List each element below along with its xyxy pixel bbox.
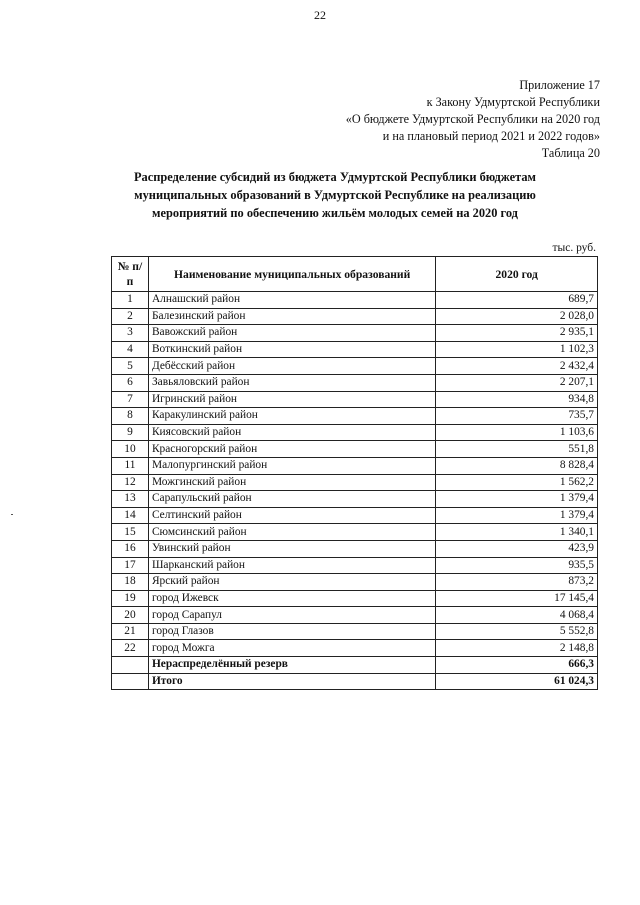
row-name: Алнашский район: [148, 292, 435, 309]
page-number: 22: [314, 8, 326, 22]
row-value: 17 145,4: [436, 590, 598, 607]
row-number: 21: [112, 623, 149, 640]
row-value: 4 068,4: [436, 607, 598, 624]
title-line: Распределение субсидий из бюджета Удмуртской Республики бюджетам: [133, 170, 537, 184]
table-row: [112, 424, 598, 441]
row-number: 13: [112, 491, 149, 508]
row-value: 2 028,0: [436, 308, 598, 325]
table-row: [112, 491, 598, 508]
row-number: 12: [112, 474, 149, 491]
row-value: 2 432,4: [436, 358, 598, 375]
table-row: [112, 623, 598, 640]
total-value: 61 024,3: [436, 673, 598, 690]
appendix-line: «О бюджете Удмуртской Республики на 2020 год: [345, 112, 600, 126]
reserve-value: 666,3: [436, 657, 598, 674]
table-row: [112, 457, 598, 474]
table-row: [112, 540, 598, 557]
table-row: [112, 507, 598, 524]
total-name: Итого: [148, 673, 435, 690]
table-header-row: [112, 257, 598, 292]
table-row: [112, 308, 598, 325]
row-number: 4: [112, 341, 149, 358]
scan-mark: [11, 514, 13, 515]
row-name: Завьяловский район: [148, 374, 435, 391]
row-number: 15: [112, 524, 149, 541]
row-name: город Можга: [148, 640, 435, 657]
reserve-num-cell: [112, 657, 149, 674]
row-value: 689,7: [436, 292, 598, 309]
table-row: [112, 374, 598, 391]
row-name: Вавожский район: [148, 325, 435, 342]
title-line: мероприятий по обеспечению жильём молодых семей на 2020 год: [152, 206, 518, 220]
row-value: 735,7: [436, 408, 598, 425]
row-number: 17: [112, 557, 149, 574]
row-number: 8: [112, 408, 149, 425]
row-name: Красногорский район: [148, 441, 435, 458]
row-value: 8 828,4: [436, 457, 598, 474]
row-name: Каракулинский район: [148, 408, 435, 425]
reserve-name: Нераспределённый резерв: [148, 657, 435, 674]
row-name: Сарапульский район: [148, 491, 435, 508]
row-number: 20: [112, 607, 149, 624]
appendix-header: [240, 77, 600, 162]
table-row: [112, 408, 598, 425]
row-name: Можгинский район: [148, 474, 435, 491]
row-value: 1 340,1: [436, 524, 598, 541]
title-line: муниципальных образований в Удмуртской Республике на реализацию: [134, 188, 536, 202]
table-row: [112, 474, 598, 491]
row-name: Балезинский район: [148, 308, 435, 325]
table-row: [112, 524, 598, 541]
row-name: Воткинский район: [148, 341, 435, 358]
header-num: № п/п: [112, 257, 149, 292]
document-title: [100, 168, 570, 222]
row-value: 873,2: [436, 574, 598, 591]
row-number: 22: [112, 640, 149, 657]
row-name: Шарканский район: [148, 557, 435, 574]
row-number: 9: [112, 424, 149, 441]
row-value: 1 102,3: [436, 341, 598, 358]
table-body: [112, 292, 598, 690]
table-row: [112, 590, 598, 607]
row-value: 5 552,8: [436, 623, 598, 640]
table-label: Таблица 20: [541, 146, 600, 160]
row-number: 18: [112, 574, 149, 591]
appendix-line: к Закону Удмуртской Республики: [426, 95, 600, 109]
row-number: 7: [112, 391, 149, 408]
table-row: [112, 341, 598, 358]
row-name: город Глазов: [148, 623, 435, 640]
subsidy-table: [111, 256, 598, 690]
row-name: Киясовский район: [148, 424, 435, 441]
units-label: тыс. руб.: [552, 242, 596, 254]
row-number: 19: [112, 590, 149, 607]
row-number: 6: [112, 374, 149, 391]
appendix-line: и на плановый период 2021 и 2022 годов»: [382, 129, 600, 143]
table-row: [112, 441, 598, 458]
table-row: [112, 607, 598, 624]
row-value: 2 935,1: [436, 325, 598, 342]
reserve-row: [112, 657, 598, 674]
row-name: Ярский район: [148, 574, 435, 591]
row-value: 1 379,4: [436, 491, 598, 508]
row-value: 551,8: [436, 441, 598, 458]
row-name: Малопургинский район: [148, 457, 435, 474]
header-year: 2020 год: [436, 257, 598, 292]
total-row: [112, 673, 598, 690]
table-row: [112, 640, 598, 657]
row-name: Дебёсский район: [148, 358, 435, 375]
row-name: город Сарапул: [148, 607, 435, 624]
row-name: Селтинский район: [148, 507, 435, 524]
row-value: 1 562,2: [436, 474, 598, 491]
row-number: 16: [112, 540, 149, 557]
row-number: 11: [112, 457, 149, 474]
row-value: 934,8: [436, 391, 598, 408]
row-name: Увинский район: [148, 540, 435, 557]
table-row: [112, 391, 598, 408]
total-num-cell: [112, 673, 149, 690]
row-value: 2 148,8: [436, 640, 598, 657]
table-row: [112, 292, 598, 309]
table-row: [112, 325, 598, 342]
row-value: 1 103,6: [436, 424, 598, 441]
row-name: город Ижевск: [148, 590, 435, 607]
row-number: 3: [112, 325, 149, 342]
table-row: [112, 574, 598, 591]
table-row: [112, 358, 598, 375]
row-number: 1: [112, 292, 149, 309]
row-value: 423,9: [436, 540, 598, 557]
row-name: Сюмсинский район: [148, 524, 435, 541]
row-number: 14: [112, 507, 149, 524]
row-value: 1 379,4: [436, 507, 598, 524]
row-name: Игринский район: [148, 391, 435, 408]
table-row: [112, 557, 598, 574]
row-number: 10: [112, 441, 149, 458]
appendix-line: Приложение 17: [519, 78, 600, 92]
row-number: 5: [112, 358, 149, 375]
row-value: 935,5: [436, 557, 598, 574]
row-value: 2 207,1: [436, 374, 598, 391]
row-number: 2: [112, 308, 149, 325]
header-name: Наименование муниципальных образований: [148, 257, 435, 292]
